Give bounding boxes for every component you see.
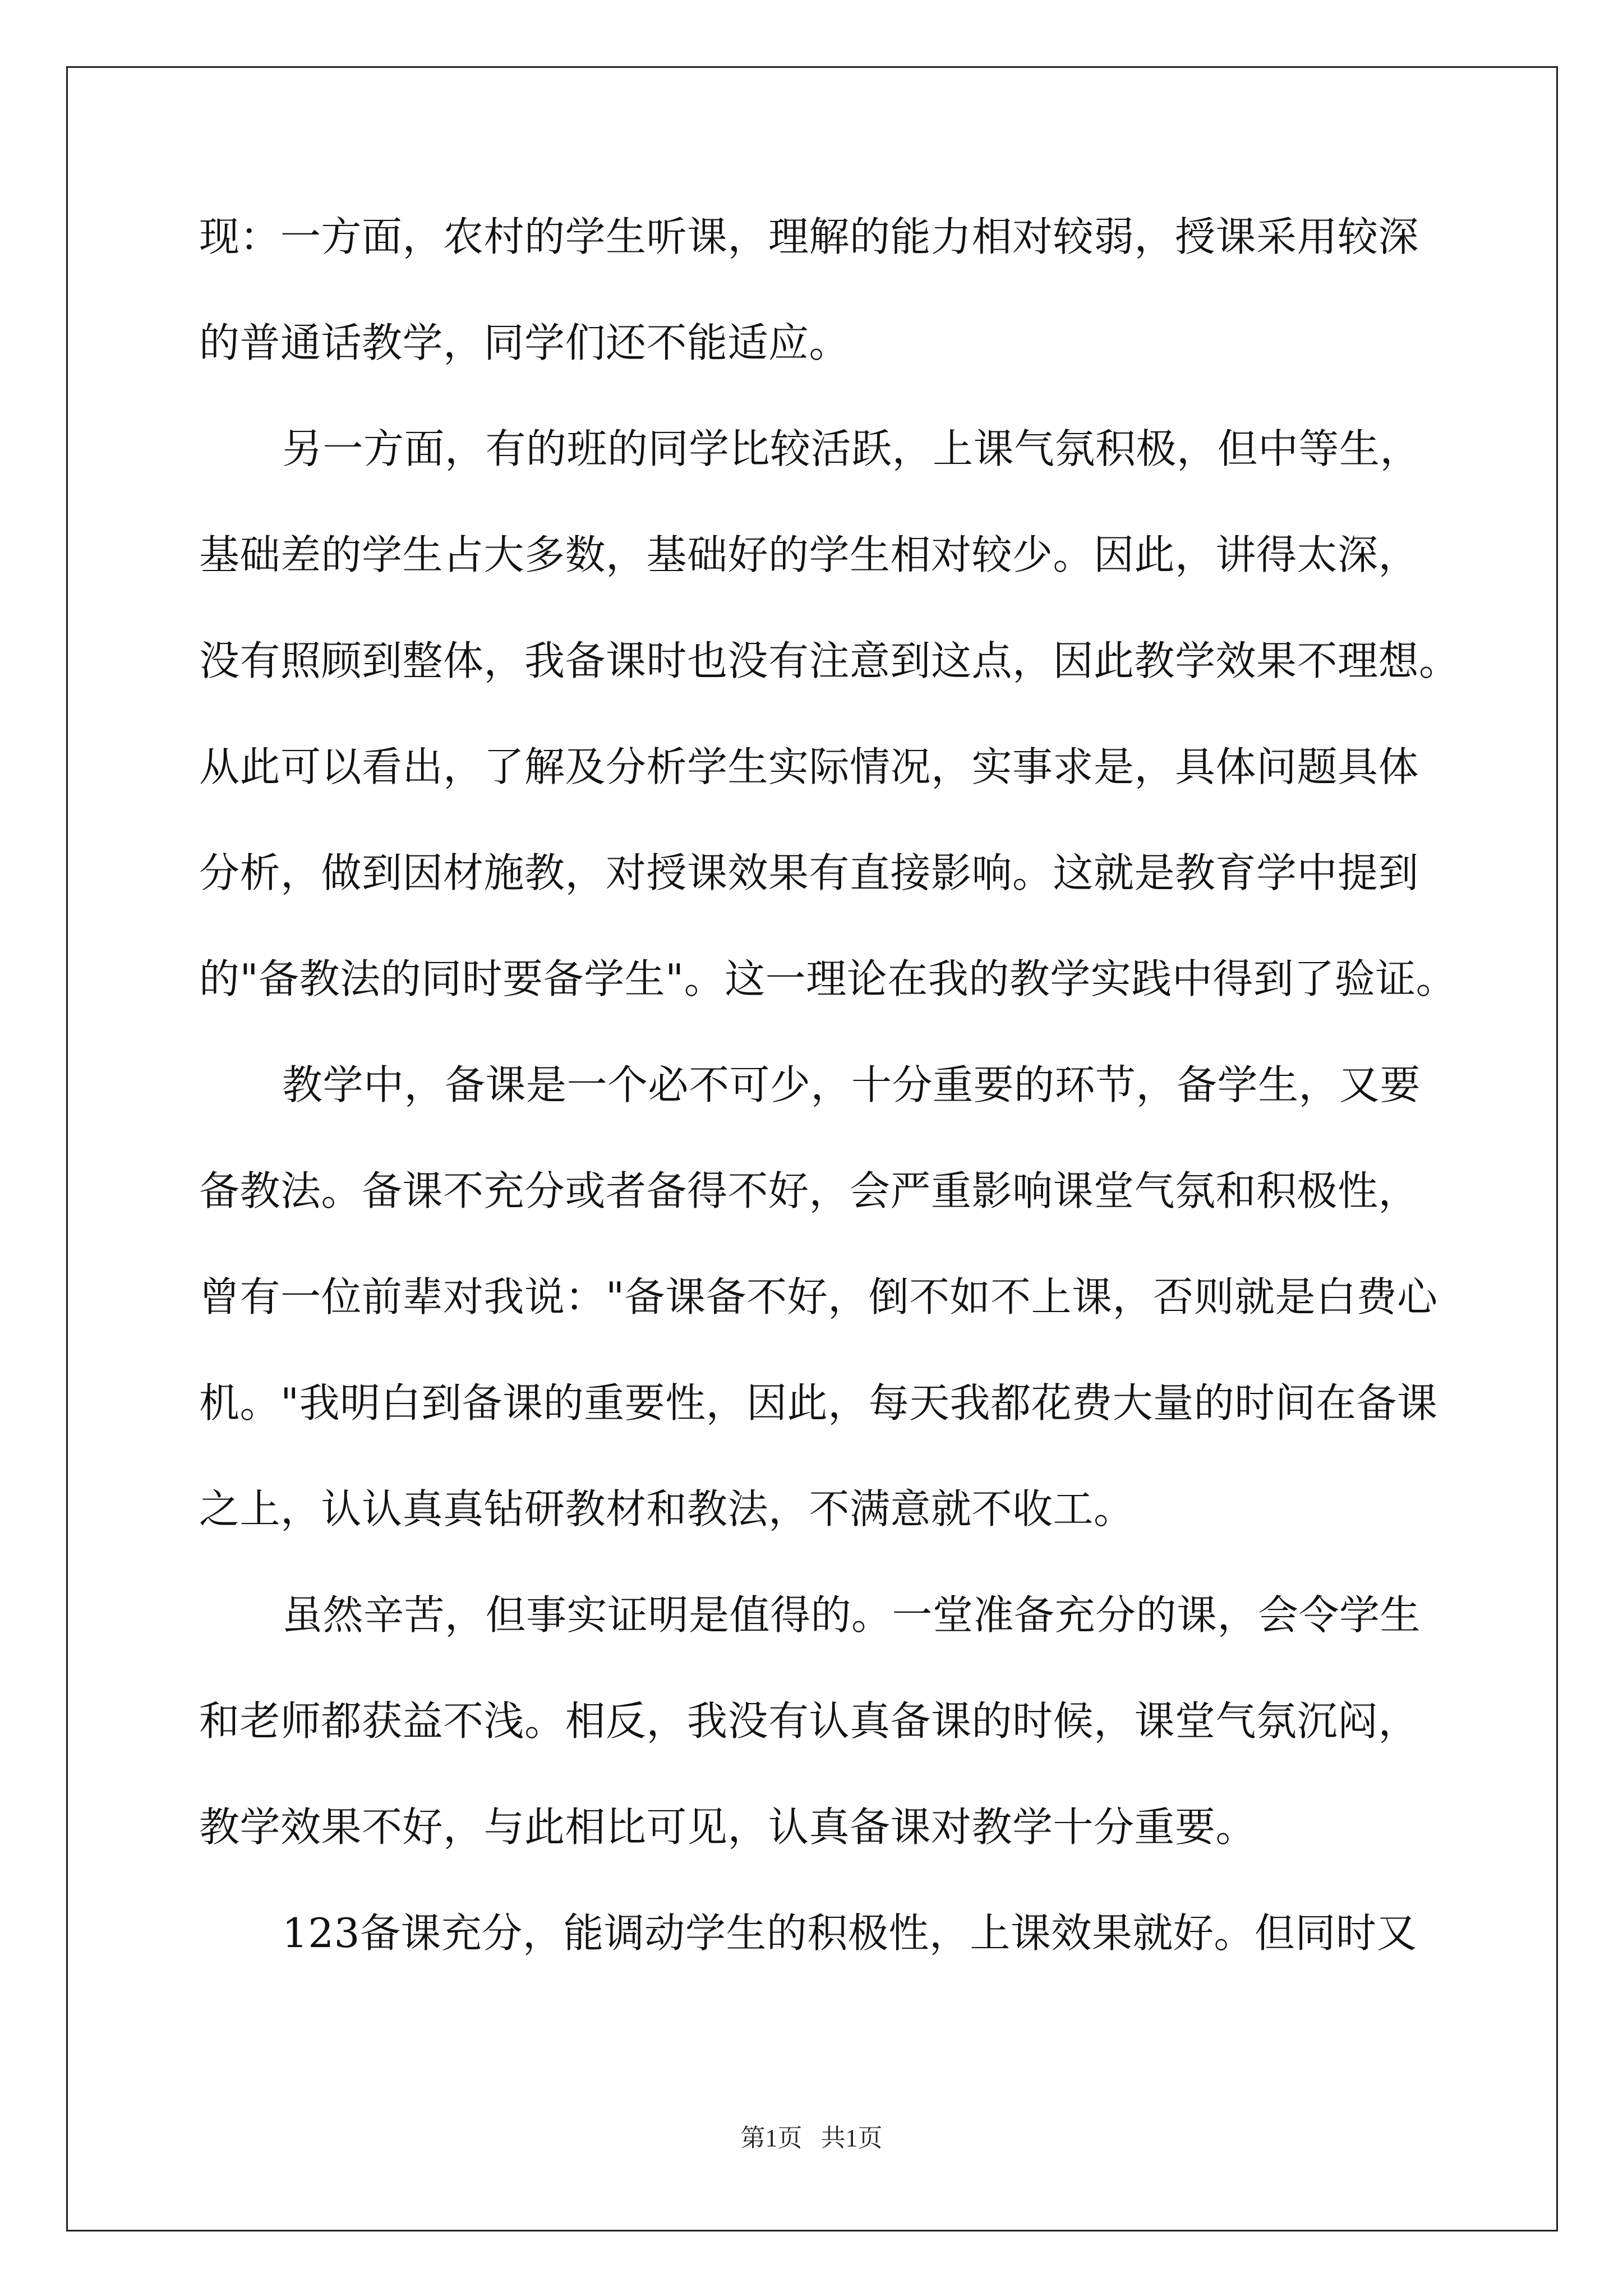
text-line-4: 基础差的学生占大多数，基础好的学生相对较少。因此，讲得太深， bbox=[199, 531, 1419, 578]
page-footer: 第1页 共1页 bbox=[740, 2124, 883, 2152]
text-line-12: 机。"我明白到备课的重要性，因此，每天我都花费大量的时间在备课 bbox=[199, 1379, 1438, 1427]
text-line-8: 的"备教法的同时要备学生"。这一理论在我的教学实践中得到了验证。 bbox=[199, 955, 1457, 1002]
text-line-10: 备教法。备课不充分或者备得不好，会严重影响课堂气氛和积极性， bbox=[199, 1167, 1419, 1214]
text-line-16: 教学效果不好，与此相比可见，认真备课对教学十分重要。 bbox=[199, 1803, 1257, 1851]
text-line-15: 和老师都获益不浅。相反，我没有认真备课的时候，课堂气氛沉闷， bbox=[199, 1697, 1419, 1745]
document-body bbox=[199, 213, 1460, 2019]
text-line-2: 的普通话教学，同学们还不能适应。 bbox=[199, 319, 850, 366]
text-line-6: 从此可以看出，了解及分析学生实际情况，实事求是，具体问题具体 bbox=[199, 743, 1419, 790]
text-line-13: 之上，认认真真钻研教材和教法，不满意就不收工。 bbox=[199, 1485, 1135, 1533]
text-line-14: 虽然辛苦，但事实证明是值得的。一堂准备充分的课，会令学生 bbox=[282, 1591, 1421, 1639]
text-line-1: 现：一方面，农村的学生听课，理解的能力相对较弱，授课采用较深 bbox=[199, 213, 1419, 260]
text-line-5: 没有照顾到整体，我备课时也没有注意到这点，因此教学效果不理想。 bbox=[199, 637, 1460, 684]
text-line-11: 曾有一位前辈对我说："备课备不好，倒不如不上课，否则就是白费心 bbox=[199, 1273, 1438, 1320]
text-line-9: 教学中，备课是一个必不可少，十分重要的环节，备学生，又要 bbox=[282, 1061, 1421, 1108]
text-line-3: 另一方面，有的班的同学比较活跃，上课气氛积极，但中等生， bbox=[282, 425, 1421, 472]
text-line-7: 分析，做到因材施教，对授课效果有直接影响。这就是教育学中提到 bbox=[199, 849, 1419, 896]
text-line-17: 123备课充分，能调动学生的积极性，上课效果就好。但同时又 bbox=[282, 1910, 1417, 1957]
